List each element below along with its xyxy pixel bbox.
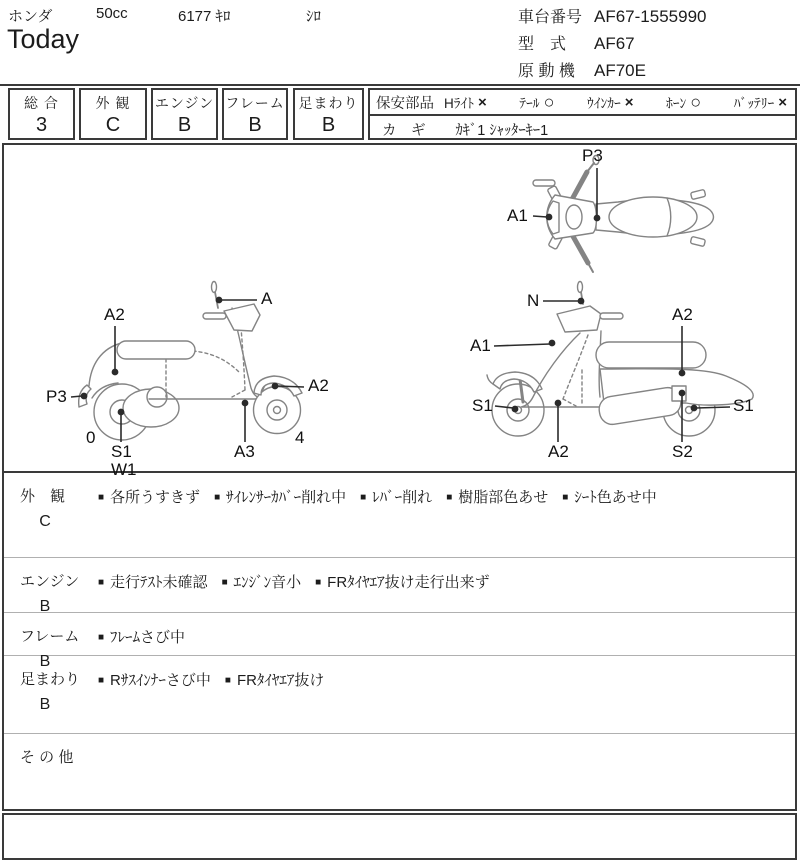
- safety-part: [734, 92, 787, 112]
- rating-label: フレーム: [225, 95, 285, 111]
- condition-item-text: FRﾀｲﾔｴｱ抜け: [236, 672, 325, 689]
- condition-item-text: ｻｲﾚﾝｻｰｶﾊﾞｰ削れ中: [226, 489, 347, 506]
- condition-label-col: [4, 473, 94, 557]
- rating-cell-frame: [222, 88, 288, 140]
- diagram-callout-a2: A2: [308, 376, 329, 395]
- model-code: AF67: [594, 34, 635, 53]
- condition-item: [98, 669, 211, 690]
- diagram-callout-4: 4: [295, 428, 305, 447]
- condition-item: [315, 571, 490, 592]
- key-label: カ ギ: [382, 122, 426, 139]
- rating-grade: 3: [35, 114, 48, 136]
- safety-part-label: Hﾗｲﾄ: [444, 96, 474, 111]
- cross-mark: ×: [478, 93, 487, 111]
- model-code-label: 型 式: [518, 36, 567, 53]
- bullet-square: ■: [221, 577, 228, 588]
- condition-row-exterior: [4, 473, 795, 557]
- key-row: [370, 116, 795, 142]
- safety-part-label: ﾊﾞｯﾃﾘｰ: [733, 96, 775, 111]
- diagram-callout-s1: S1: [111, 442, 132, 461]
- condition-label-col: [4, 613, 94, 670]
- condition-item: [360, 486, 432, 507]
- bullet-square: ■: [562, 492, 569, 503]
- diagram-callout-s1: S1: [733, 396, 754, 415]
- key-info: ｶｷﾞ1 ｼｬｯﾀｰｷｰ1: [455, 122, 549, 139]
- maker-name: ホンダ: [8, 8, 53, 25]
- condition-grade: C: [39, 513, 51, 530]
- chassis-label: 車台番号: [518, 9, 583, 26]
- damage-diagram-section: [4, 145, 795, 479]
- condition-item-text: ﾌﾚｰﾑさび中: [110, 629, 186, 646]
- condition-item: [98, 571, 208, 592]
- safety-part-label: ﾃｰﾙ: [519, 96, 540, 111]
- rating-grade: C: [105, 114, 121, 136]
- condition-label: エンジン: [20, 573, 80, 590]
- rating-label: 総 合: [24, 95, 59, 111]
- rating-cell-exterior: [79, 88, 147, 140]
- condition-label-col: [4, 656, 94, 733]
- condition-item: [98, 486, 200, 507]
- rating-grade: B: [248, 114, 262, 136]
- condition-item-text: 各所うすきず: [110, 489, 201, 506]
- cross-mark: ×: [624, 93, 634, 111]
- condition-row-undercarriage: [4, 655, 795, 733]
- rating-cell-undercarriage: [293, 88, 364, 140]
- body-color: ｼﾛ: [306, 8, 322, 25]
- condition-row-engine: [4, 557, 795, 615]
- bullet-square: ■: [446, 492, 453, 503]
- diagram-callout-a1: A1: [470, 336, 491, 355]
- condition-item-text: 走行ﾃｽﾄ未確認: [110, 574, 208, 591]
- condition-item: [98, 626, 185, 647]
- header-separator: [0, 84, 800, 86]
- condition-item-text: ｼｰﾄ色あせ中: [574, 489, 657, 506]
- cross-mark: ×: [778, 93, 787, 111]
- safety-part: [587, 92, 634, 112]
- condition-item: [225, 669, 325, 690]
- safety-part: [444, 92, 487, 112]
- condition-items: [94, 734, 795, 807]
- condition-grade: B: [39, 696, 51, 713]
- engine-code-row: [518, 58, 646, 81]
- condition-label: 足まわり: [20, 671, 81, 688]
- bullet-square: ■: [224, 675, 231, 686]
- diagram-callout-a2: A2: [672, 305, 693, 324]
- safety-parts-title: 保安部品: [376, 95, 434, 112]
- diagram-callout-a2: A2: [104, 305, 125, 324]
- diagram-callout-a3: A3: [234, 442, 255, 461]
- bullet-square: ■: [98, 632, 105, 643]
- rating-label: 足まわり: [298, 95, 359, 111]
- displacement: 50cc: [96, 5, 128, 22]
- safety-part: [666, 92, 701, 112]
- condition-grade: B: [39, 598, 51, 615]
- condition-items: [94, 656, 795, 733]
- condition-label: 外 観: [20, 488, 66, 505]
- diagram-callout-a2: A2: [548, 442, 569, 461]
- condition-item-text: FRﾀｲﾔｴｱ抜け走行出来ず: [327, 574, 490, 591]
- bullet-square: ■: [360, 492, 367, 503]
- rating-label: エンジン: [154, 95, 215, 111]
- diagram-callout-0: 0: [86, 428, 96, 447]
- bullet-square: ■: [98, 492, 105, 503]
- mileage: 6177 ｷﾛ: [178, 8, 231, 25]
- main-box: [2, 143, 797, 811]
- safety-part-label: ﾎｰﾝ: [666, 96, 687, 111]
- condition-row-other: [4, 733, 795, 807]
- rating-cell-engine: [151, 88, 218, 140]
- diagram-callout-p3: P3: [46, 387, 67, 406]
- condition-label-col: [4, 734, 94, 807]
- diagram-callout-a: A: [261, 289, 273, 308]
- safety-parts-items: [444, 92, 787, 112]
- safety-parts-row: [370, 90, 795, 116]
- safety-part: [519, 92, 554, 112]
- rating-cell-total: [8, 88, 75, 140]
- condition-row-frame: [4, 612, 795, 670]
- engine-label: 原 動 機: [518, 63, 575, 80]
- safety-part-label: ｳｲﾝｶｰ: [586, 96, 621, 111]
- bullet-square: ■: [214, 492, 221, 503]
- model-code-row: [518, 31, 635, 54]
- chassis-number-row: [518, 4, 706, 27]
- condition-item: [562, 486, 657, 507]
- condition-item: [446, 486, 548, 507]
- circle-mark: ○: [690, 92, 702, 112]
- bullet-square: ■: [315, 577, 322, 588]
- condition-label-col: [4, 558, 94, 615]
- condition-item-text: ｴﾝｼﾞﾝ音小: [233, 574, 302, 591]
- condition-items: [94, 558, 795, 612]
- diagram-callout-w1: W1: [111, 460, 137, 479]
- top-view-drawing: [533, 156, 714, 273]
- diagram-callout-s1: S1: [472, 396, 493, 415]
- remarks-box: [2, 813, 797, 860]
- diagram-callout-s2: S2: [672, 442, 693, 461]
- condition-items: [94, 473, 795, 557]
- condition-item: [214, 486, 346, 507]
- condition-item: [222, 571, 302, 592]
- diagram-callout-n: N: [527, 291, 540, 310]
- rating-grade: B: [177, 114, 192, 136]
- condition-label: そ の 他: [20, 749, 74, 766]
- diagram-callout-p3: P3: [582, 146, 603, 165]
- circle-mark: ○: [543, 92, 555, 112]
- engine-code: AF70E: [594, 61, 646, 80]
- condition-grade: B: [39, 653, 51, 670]
- condition-item-text: 樹脂部色あせ: [458, 489, 549, 506]
- condition-item-text: Rｻｽｲﾝﾅｰさび中: [110, 672, 211, 689]
- safety-parts-box: [368, 88, 797, 140]
- condition-items: [94, 613, 795, 655]
- rating-grade: B: [321, 114, 336, 136]
- rating-label: 外 観: [95, 95, 131, 111]
- diagram-callout-a1: A1: [507, 206, 528, 225]
- bullet-square: ■: [98, 577, 105, 588]
- chassis-number: AF67-1555990: [594, 7, 707, 26]
- condition-item-text: ﾚﾊﾞｰ削れ: [372, 489, 433, 506]
- bullet-square: ■: [98, 675, 105, 686]
- condition-label: フレーム: [20, 628, 80, 645]
- model-name: Today: [7, 24, 80, 54]
